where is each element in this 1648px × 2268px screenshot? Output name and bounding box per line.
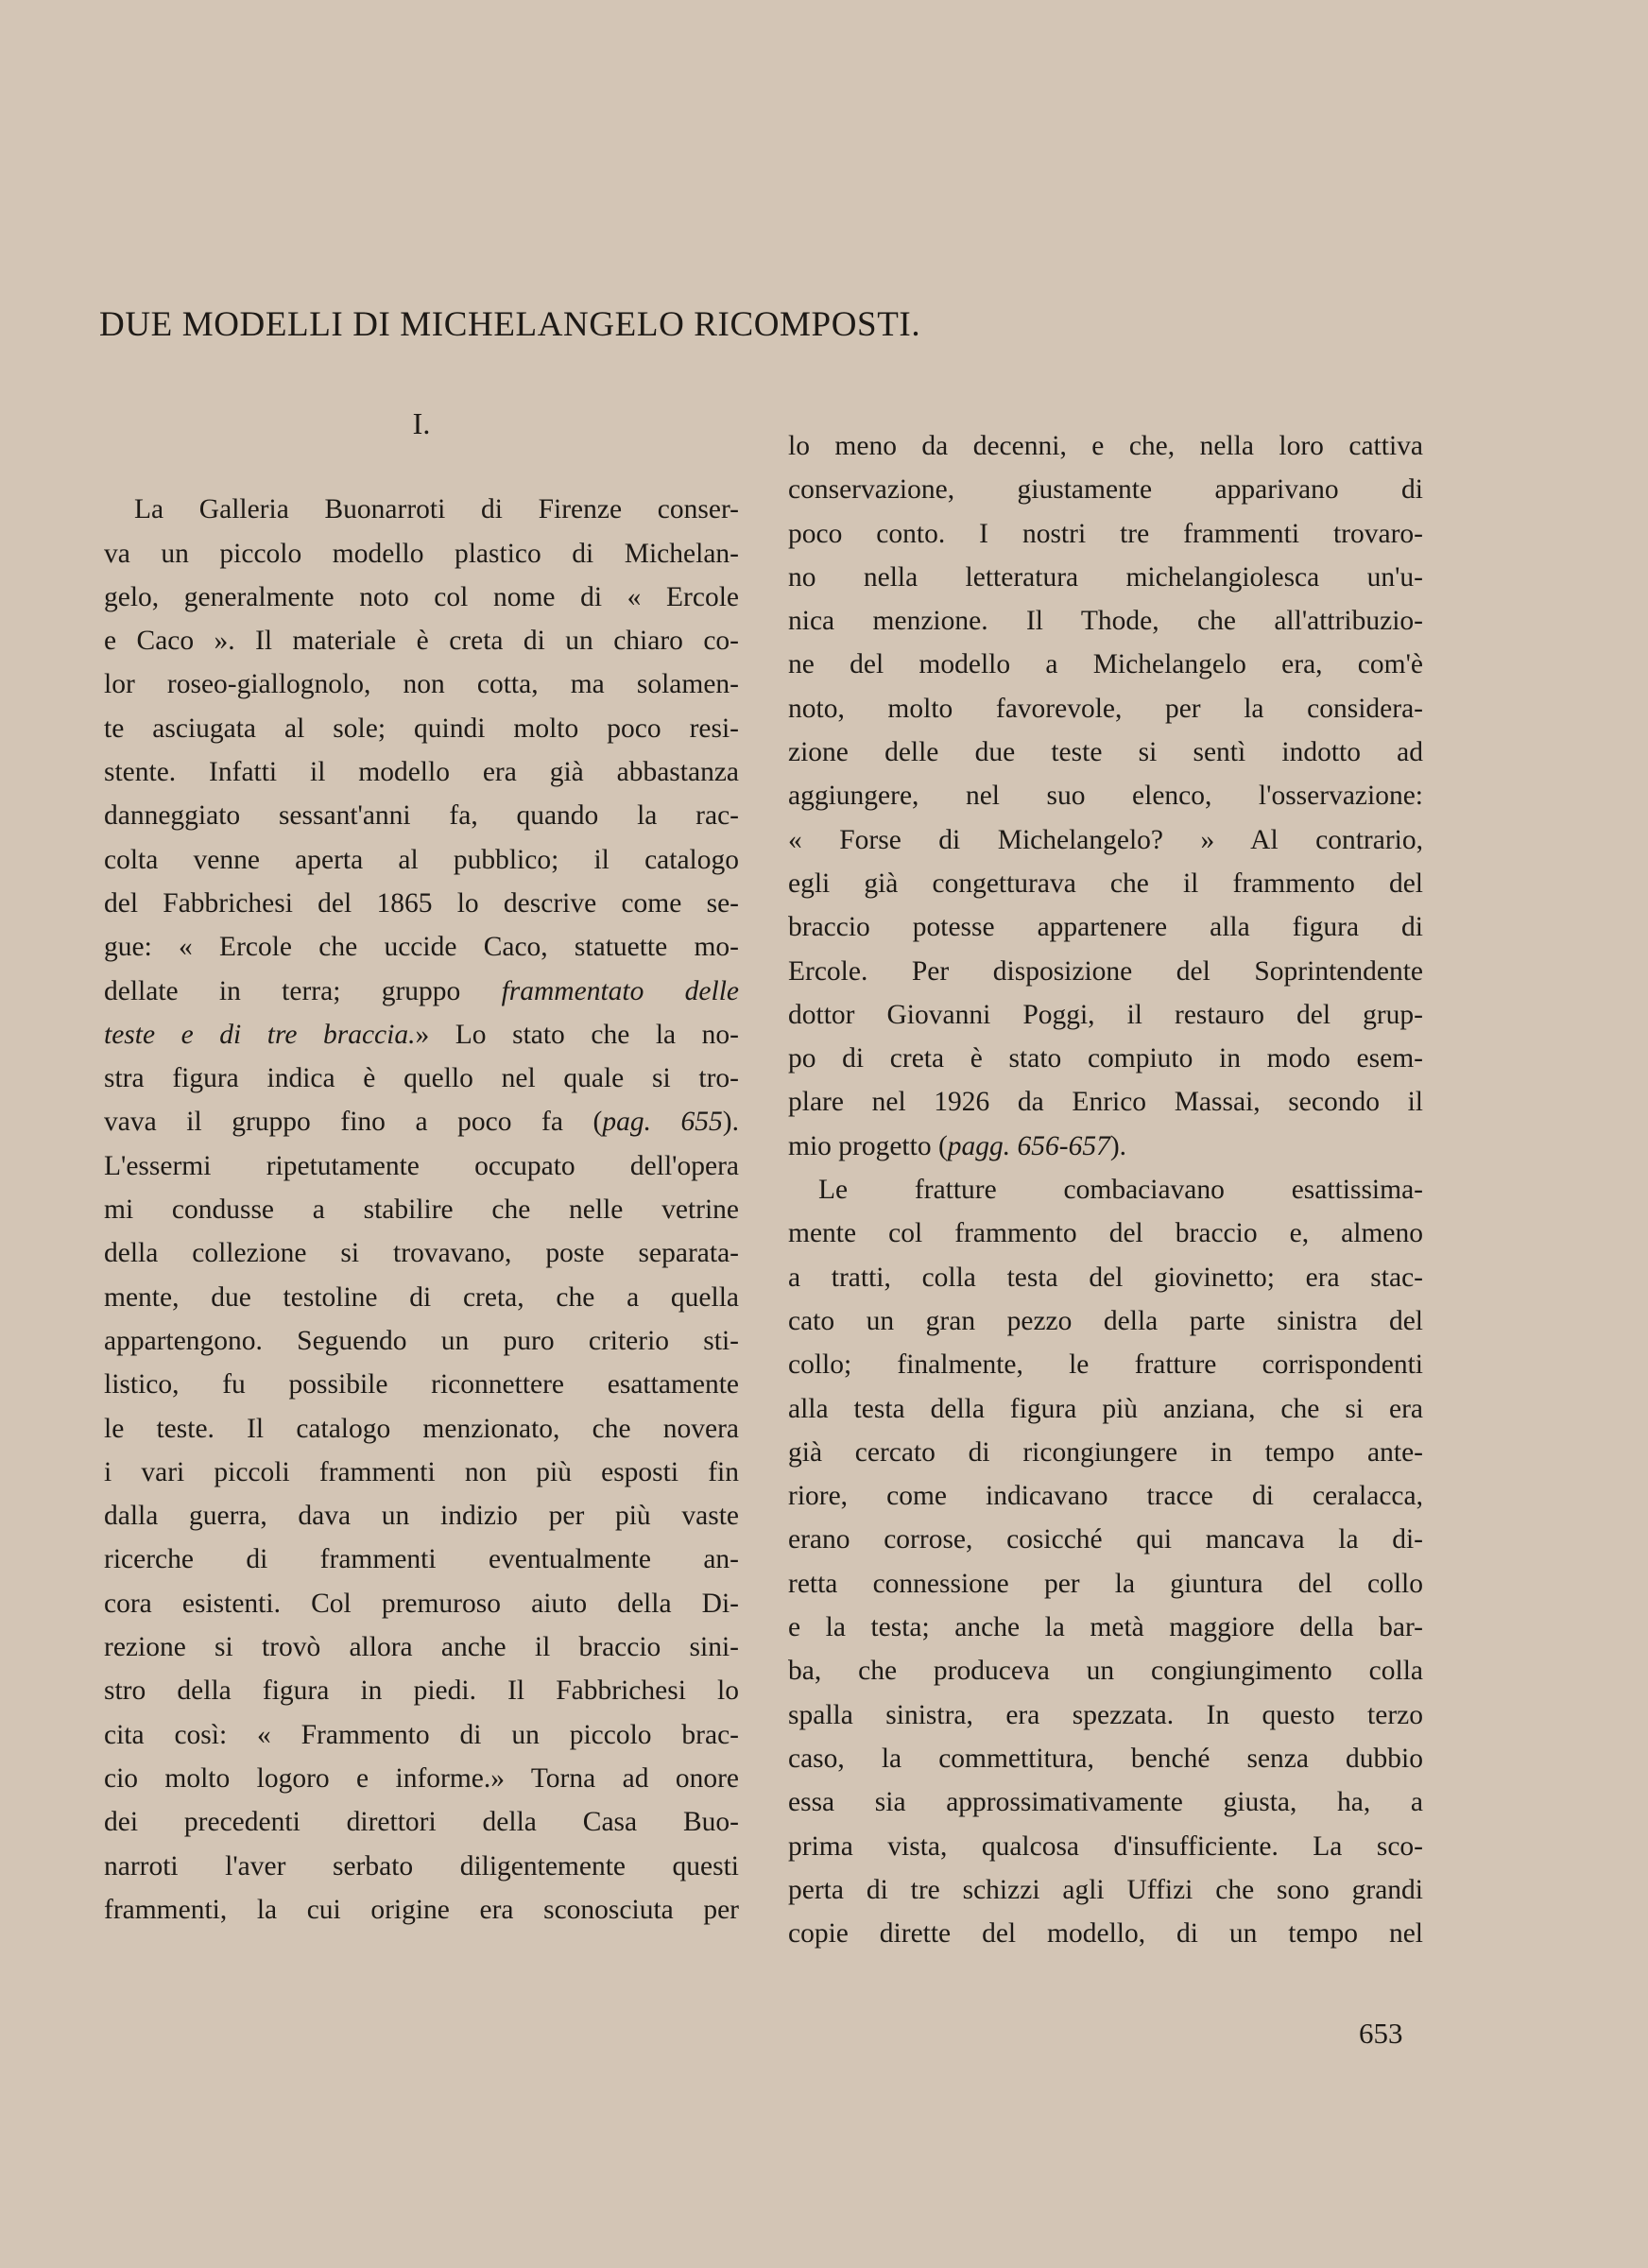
text-line — [104, 619, 739, 662]
text-line — [104, 1231, 739, 1275]
text-line — [104, 1845, 739, 1888]
text-line — [104, 707, 739, 750]
text-line — [104, 532, 739, 576]
text-segment: erano corrose, cosicché qui mancava la di- — [788, 1524, 1423, 1555]
text-line — [104, 1144, 739, 1188]
italic-text: teste e di tre braccia. — [104, 1019, 416, 1050]
text-segment: del Fabbrichesi del 1865 lo descrive come se- — [104, 887, 739, 919]
text-segment: spalla sinistra, era spezzata. In questo terzo — [788, 1699, 1423, 1730]
italic-text: pagg. 656-657 — [947, 1130, 1110, 1161]
text-segment: gue: « Ercole che uccide Caco, statuette mo- — [104, 932, 739, 963]
article-title: DUE MODELLI DI MICHELANGELO RICOMPOSTI. — [99, 305, 921, 344]
text-line — [788, 1299, 1423, 1343]
text-line — [104, 662, 739, 706]
text-segment: prima vista, qualcosa d'insufficiente. La sco- — [788, 1830, 1423, 1862]
text-segment: La Galleria Buonarroti di Firenze conser- — [134, 494, 739, 525]
text-line — [788, 1431, 1423, 1474]
text-segment: gelo, generalmente noto col nome di « Ercole — [104, 581, 739, 612]
left-column — [104, 402, 739, 1932]
text-segment: aggiungere, nel suo elenco, l'osservazione: — [788, 781, 1423, 812]
text-segment: ne del modello a Michelangelo era, com'è — [788, 649, 1423, 680]
text-line — [104, 1713, 739, 1757]
text-segment: e Caco ». Il materiale è creta di un chiaro co- — [104, 626, 739, 657]
text-segment: Ercole. Per disposizione del Soprintendente — [788, 955, 1423, 987]
text-line — [104, 576, 739, 619]
text-line — [788, 1343, 1423, 1386]
text-line — [788, 1912, 1423, 1955]
text-segment: alla testa della figura più anziana, che si era — [788, 1393, 1423, 1424]
text-segment: perta di tre schizzi agli Uffizi che sono grandi — [788, 1874, 1423, 1905]
text-segment: cato un gran pezzo della parte sinistra del — [788, 1305, 1423, 1336]
text-segment: L'essermi ripetutamente occupato dell'opera — [104, 1150, 739, 1181]
text-line — [788, 774, 1423, 817]
text-line — [104, 1451, 739, 1494]
text-line — [104, 1669, 739, 1712]
text-segment: frammenti, la cui origine era sconosciuta per — [104, 1894, 739, 1925]
left-column-text — [104, 488, 739, 1932]
text-segment: te asciugata al sole; quindi molto poco resi- — [104, 713, 739, 744]
text-segment: appartengono. Seguendo un puro criterio sti- — [104, 1325, 739, 1356]
text-segment: noto, molto favorevole, per la considera- — [788, 693, 1423, 724]
text-line — [104, 882, 739, 925]
text-line — [104, 1494, 739, 1538]
text-segment: Le fratture combaciavano esattissima- — [818, 1175, 1423, 1206]
text-line — [788, 1037, 1423, 1080]
text-line — [104, 1057, 739, 1100]
text-segment: ba, che produceva un congiungimento colla — [788, 1656, 1423, 1687]
text-segment: « Forse di Michelangelo? » Al contrario, — [788, 824, 1423, 855]
text-line — [104, 1013, 739, 1057]
text-segment: e la testa; anche la metà maggiore della bar- — [788, 1612, 1423, 1643]
text-segment: dalla guerra, dava un indizio per più vaste — [104, 1501, 739, 1532]
text-line — [104, 1757, 739, 1800]
text-segment: danneggiato sessant'anni fa, quando la rac- — [104, 800, 739, 832]
text-line — [788, 1387, 1423, 1431]
text-segment: dellate in terra; gruppo — [104, 975, 502, 1006]
text-segment: stro della figura in piedi. Il Fabbrichesi lo — [104, 1675, 739, 1707]
text-segment: cora esistenti. Col premuroso aiuto della Di- — [104, 1588, 739, 1619]
text-line — [104, 1363, 739, 1406]
text-line — [788, 1474, 1423, 1518]
page-number: 653 — [1359, 2017, 1403, 2050]
text-segment: mi condusse a stabilire che nelle vetrine — [104, 1194, 739, 1226]
text-segment: le teste. Il catalogo menzionato, che novera — [104, 1413, 739, 1444]
text-line — [788, 1080, 1423, 1124]
text-line — [788, 730, 1423, 774]
text-segment: conservazione, giustamente apparivano di — [788, 474, 1423, 506]
text-line — [104, 1538, 739, 1581]
text-line — [788, 1256, 1423, 1299]
text-segment: mente, due testoline di creta, che a quella — [104, 1281, 739, 1313]
text-segment: rezione si trovò allora anche il braccio sini- — [104, 1632, 739, 1663]
text-line — [788, 1125, 1423, 1168]
text-line — [788, 1606, 1423, 1649]
italic-text: pag. 655 — [602, 1107, 723, 1138]
text-segment: copie dirette del modello, di un tempo nel — [788, 1918, 1423, 1950]
text-line — [104, 925, 739, 969]
text-segment: no nella letteratura michelangiolesca un'u- — [788, 561, 1423, 593]
text-segment: ricerche di frammenti eventualmente an- — [104, 1544, 739, 1575]
text-segment: » Lo stato che la no- — [415, 1019, 739, 1050]
text-line — [788, 1780, 1423, 1824]
text-segment: lo meno da decenni, e che, nella loro cattiva — [788, 431, 1423, 461]
text-line — [788, 818, 1423, 862]
text-segment: stente. Infatti il modello era già abbastanza — [104, 757, 739, 788]
text-line — [104, 1188, 739, 1231]
text-line — [788, 599, 1423, 643]
italic-text: frammentato delle — [501, 975, 739, 1006]
text-line — [104, 1625, 739, 1669]
text-line — [104, 1800, 739, 1844]
text-segment: collo; finalmente, le fratture corrispondenti — [788, 1349, 1423, 1381]
section-number: I. — [412, 406, 431, 440]
text-line — [788, 424, 1423, 468]
text-line — [788, 1168, 1423, 1211]
text-line — [788, 468, 1423, 511]
text-segment: i vari piccoli frammenti non più esposti fin — [104, 1456, 739, 1487]
text-line — [104, 838, 739, 882]
text-line — [788, 1518, 1423, 1561]
text-line — [104, 1888, 739, 1932]
text-segment: mente col frammento del braccio e, almeno — [788, 1218, 1423, 1249]
right-column-text — [788, 424, 1423, 1955]
text-line — [788, 512, 1423, 556]
text-segment: caso, la commettitura, benché senza dubbio — [788, 1743, 1423, 1774]
text-line — [104, 1276, 739, 1319]
text-segment: stra figura indica è quello nel quale si tro- — [104, 1063, 739, 1094]
text-segment: ). — [1109, 1130, 1127, 1161]
text-segment: plare nel 1926 da Enrico Massai, secondo il — [788, 1087, 1423, 1118]
text-line — [788, 1211, 1423, 1255]
text-segment: retta connessione per la giuntura del collo — [788, 1568, 1423, 1599]
text-line — [788, 643, 1423, 686]
text-line — [788, 1737, 1423, 1780]
text-line — [788, 993, 1423, 1037]
text-line — [788, 1562, 1423, 1606]
text-segment: lor roseo-giallognolo, non cotta, ma solamen- — [104, 669, 739, 700]
text-line — [788, 1693, 1423, 1737]
text-segment: mio progetto ( — [788, 1130, 948, 1161]
text-segment: cita così: « Frammento di un piccolo brac- — [104, 1719, 739, 1750]
text-segment: dei precedenti direttori della Casa Buo- — [104, 1807, 739, 1838]
text-segment: ). — [722, 1107, 739, 1138]
text-segment: va un piccolo modello plastico di Michelan- — [104, 538, 739, 569]
text-segment: essa sia approssimativamente giusta, ha, a — [788, 1787, 1423, 1818]
text-segment: narroti l'aver serbato diligentemente questi — [104, 1850, 739, 1881]
text-line — [788, 1649, 1423, 1692]
text-segment: a tratti, colla testa del giovinetto; era stac- — [788, 1262, 1423, 1293]
text-line — [104, 1407, 739, 1451]
text-segment: della collezione si trovavano, poste separata- — [104, 1238, 739, 1269]
text-segment: dottor Giovanni Poggi, il restauro del grup- — [788, 999, 1423, 1030]
text-line — [104, 970, 739, 1013]
text-line — [104, 1319, 739, 1363]
text-line — [788, 556, 1423, 599]
text-line — [104, 750, 739, 794]
text-segment: nica menzione. Il Thode, che all'attribuzio- — [788, 606, 1423, 637]
text-line — [788, 1868, 1423, 1912]
text-line — [104, 794, 739, 837]
text-line — [104, 1100, 739, 1143]
text-segment: egli già congetturava che il frammento del — [788, 868, 1423, 899]
right-column — [788, 424, 1423, 1955]
text-segment: po di creta è stato compiuto in modo esem- — [788, 1043, 1423, 1074]
text-segment: colta venne aperta al pubblico; il catalogo — [104, 844, 739, 875]
text-segment: listico, fu possibile riconnettere esattamente — [104, 1369, 739, 1400]
text-line — [104, 488, 739, 531]
text-segment: zione delle due teste si sentì indotto ad — [788, 737, 1423, 768]
text-line — [788, 905, 1423, 949]
text-segment: vava il gruppo fino a poco fa ( — [104, 1107, 603, 1138]
text-line — [788, 862, 1423, 905]
text-segment: braccio potesse appartenere alla figura di — [788, 912, 1423, 943]
text-segment: già cercato di ricongiungere in tempo ante- — [788, 1436, 1423, 1468]
text-segment: poco conto. I nostri tre frammenti trovaro- — [788, 518, 1423, 549]
text-segment: cio molto logoro e informe.» Torna ad onore — [104, 1762, 739, 1794]
text-line — [788, 687, 1423, 730]
text-line — [788, 1825, 1423, 1868]
text-line — [104, 1582, 739, 1625]
text-line — [788, 950, 1423, 993]
text-segment: riore, come indicavano tracce di ceralacca, — [788, 1481, 1423, 1512]
